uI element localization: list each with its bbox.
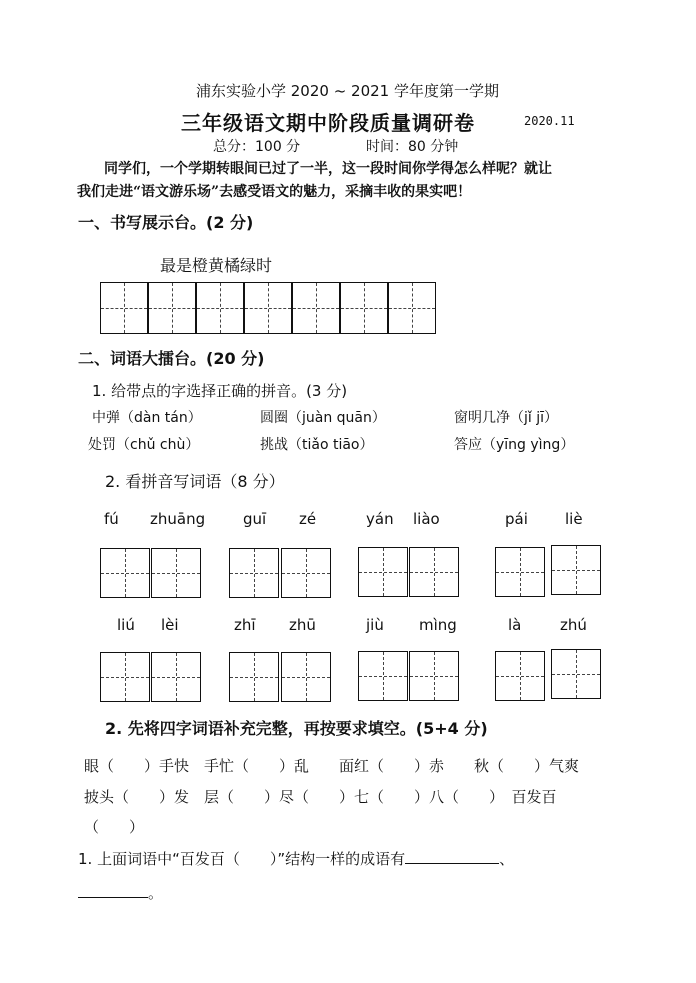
- pinyin-syllable: zhuāng: [150, 510, 206, 528]
- pinyin-syllable: yán: [366, 510, 394, 528]
- pinyin-syllable: guī: [243, 510, 267, 528]
- writing-cell[interactable]: [245, 283, 293, 333]
- pinyin-syllable: là: [508, 616, 522, 634]
- intro-line-2: 我们走进“语文游乐场”去感受语文的魅力，采摘丰收的果实吧！: [77, 184, 472, 200]
- character-box[interactable]: [229, 652, 279, 702]
- exam-date: 2020.11: [524, 114, 575, 128]
- character-box[interactable]: [409, 547, 459, 597]
- pinyin-choice[interactable]: 答应（yīng yìng）: [454, 437, 575, 453]
- intro-line-1: 同学们，一个学期转眼间已过了一半，这一段时间你学得怎么样呢？就让: [104, 161, 552, 177]
- idiom-fill-line[interactable]: （ ）: [84, 818, 145, 836]
- pinyin-syllable: zhú: [560, 616, 587, 634]
- pinyin-syllable: zhī: [234, 616, 256, 634]
- period: 。: [148, 884, 164, 902]
- answer-blank[interactable]: [78, 883, 148, 898]
- character-box[interactable]: [551, 649, 601, 699]
- pinyin-choice[interactable]: 圆圈（juàn quān）: [260, 410, 386, 426]
- exam-title: 三年级语文期中阶段质量调研卷: [181, 111, 475, 135]
- character-box[interactable]: [358, 651, 408, 701]
- character-box[interactable]: [358, 547, 408, 597]
- separator: 、: [499, 850, 515, 868]
- character-box[interactable]: [151, 548, 201, 598]
- character-box[interactable]: [151, 652, 201, 702]
- section-2-heading: 二、词语大擂台。(20 分): [78, 349, 265, 368]
- pinyin-syllable: liú: [117, 616, 135, 634]
- pinyin-syllable: zé: [299, 510, 317, 528]
- character-box[interactable]: [100, 548, 150, 598]
- sub-question-text: 1. 上面词语中“百发百（ ）”结构一样的成语有: [78, 850, 406, 868]
- copy-text: 最是橙黄橘绿时: [160, 256, 273, 275]
- writing-cell[interactable]: [149, 283, 197, 333]
- pinyin-syllable: fú: [104, 510, 119, 528]
- question-2-title: 2. 看拼音写词语（8 分）: [105, 472, 285, 491]
- writing-cell[interactable]: [197, 283, 245, 333]
- pinyin-syllable: mìng: [419, 616, 457, 634]
- pinyin-syllable: pái: [505, 510, 528, 528]
- writing-cell[interactable]: [389, 283, 435, 333]
- pinyin-choice[interactable]: 窗明几净（jǐ jī）: [454, 410, 559, 426]
- writing-cell[interactable]: [101, 283, 149, 333]
- writing-cell[interactable]: [293, 283, 341, 333]
- character-box[interactable]: [229, 548, 279, 598]
- total-score: 总分：100 分: [213, 139, 301, 155]
- answer-blank[interactable]: [405, 849, 499, 864]
- character-box[interactable]: [495, 547, 545, 597]
- sub-question-1-cont: [78, 882, 163, 903]
- exam-time: 时间：80 分钟: [366, 139, 459, 155]
- writing-strip[interactable]: [100, 282, 436, 334]
- idiom-fill-line[interactable]: 眼（ ）手快 手忙（ ）乱 面红（ ）赤 秋（ ）气爽: [84, 757, 580, 775]
- character-box[interactable]: [409, 651, 459, 701]
- pinyin-syllable: liè: [565, 510, 583, 528]
- character-box[interactable]: [495, 651, 545, 701]
- section-1-heading: 一、书写展示台。(2 分): [78, 213, 254, 232]
- character-box[interactable]: [281, 548, 331, 598]
- pinyin-syllable: liào: [413, 510, 440, 528]
- school-term-line: 浦东实验小学 2020 ~ 2021 学年度第一学期: [196, 82, 499, 100]
- idiom-fill-line[interactable]: 披头（ ）发 层（ ）尽（ ）七（ ）八（ ） 百发百: [84, 788, 557, 806]
- pinyin-syllable: jiù: [366, 616, 384, 634]
- sub-question-1: [78, 848, 514, 869]
- pinyin-choice[interactable]: 挑战（tiǎo tiāo）: [260, 437, 374, 453]
- character-box[interactable]: [100, 652, 150, 702]
- pinyin-choice[interactable]: 处罚（chǔ chù）: [88, 437, 200, 453]
- pinyin-syllable: zhū: [289, 616, 316, 634]
- character-box[interactable]: [281, 652, 331, 702]
- writing-cell[interactable]: [341, 283, 389, 333]
- question-1-title: 1. 给带点的字选择正确的拼音。(3 分): [92, 382, 348, 400]
- question-3-title: 2. 先将四字词语补充完整，再按要求填空。(5+4 分): [105, 719, 488, 738]
- pinyin-syllable: lèi: [161, 616, 179, 634]
- pinyin-choice[interactable]: 中弹（dàn tán）: [92, 410, 202, 426]
- character-box[interactable]: [551, 545, 601, 595]
